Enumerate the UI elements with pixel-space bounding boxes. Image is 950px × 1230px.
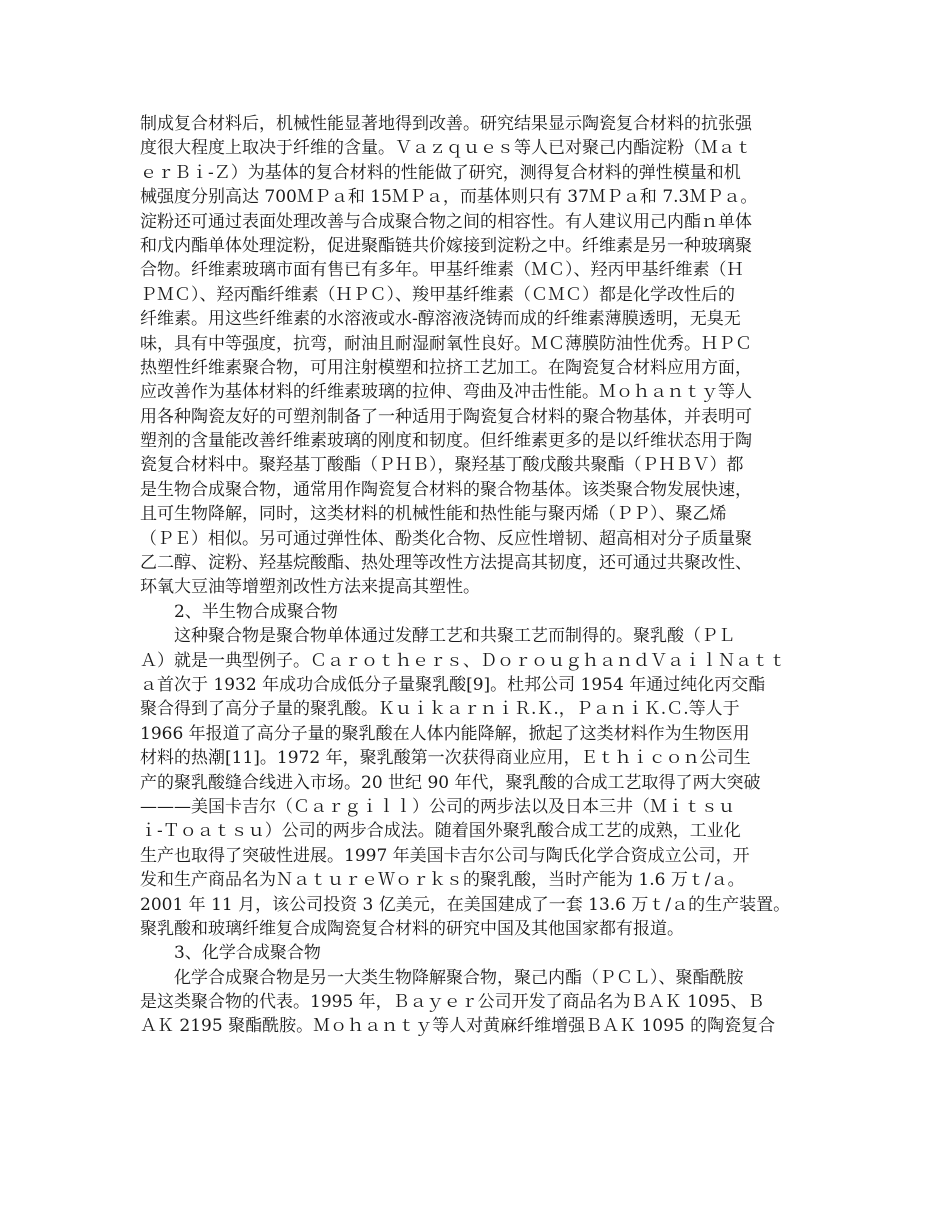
text-line: Ａ）就是一典型例子。Ｃａｒｏｔｈｅｒｓ、ＤｏｒｏｕｇｈａｎｄＶａｉｌＮａｔｔ: [140, 650, 786, 671]
text-line: （ＰＥ）相似。另可通过弹性体、酚类化合物、反应性增韧、超高相对分子质量聚: [140, 528, 752, 549]
text-line: 乙二醇、淀粉、羟基烷酸酯、热处理等改性方法提高其韧度，还可通过共聚改性、: [140, 553, 752, 574]
text-line: 1966 年报道了高分子量的聚乳酸在人体内能降解，掀起了这类材料作为生物医用: [140, 723, 750, 744]
text-line: 热塑性纤维素聚合物，可用注射模塑和拉挤工艺加工。在陶瓷复合材料应用方面，: [140, 357, 752, 378]
text-line: ＰＭＣ）、羟丙酯纤维素（ＨＰＣ）、羧甲基纤维素（ＣＭＣ）都是化学改性后的: [140, 284, 735, 305]
text-line: 械强度分别高达 700ＭＰａ和 15ＭＰａ，而基体则只有 37ＭＰａ和 7.3ＭＰａ。: [140, 187, 758, 208]
text-line: 用各种陶瓷友好的可塑剂制备了一种适用于陶瓷复合材料的聚合物基体，并表明可: [140, 406, 752, 427]
text-line: 且可生物降解，同时，这类材料的机械性能和热性能与聚丙烯（ＰＰ）、聚乙烯: [140, 504, 727, 525]
text-line: 3、化学合成聚合物: [174, 943, 321, 964]
text-line: 是生物合成聚合物，通常用作陶瓷复合材料的聚合物基体。该类聚合物发展快速，: [140, 479, 752, 500]
text-line: ｅｒＢｉ-Ｚ）为基体的复合材料的性能做了研究，测得复合材料的弹性模量和机: [140, 162, 741, 183]
text-line: 材料的热潮[11]。1972 年，聚乳酸第一次获得商业应用，Ｅｔｈｉｃｏｎ公司生: [140, 748, 751, 769]
text-line: 发和生产商品名为ＮａｔｕｒｅＷｏｒｋｓ的聚乳酸，当时产能为 1.6 万ｔ/ａ。: [140, 870, 745, 891]
text-line: 聚合得到了高分子量的聚乳酸。ＫｕｉｋａｒｎｉＲ.Ｋ.，ＰａｎｉＫ.Ｃ.等人于: [140, 699, 740, 720]
text-line: 塑剂的含量能改善纤维素玻璃的刚度和韧度。但纤维素更多的是以纤维状态用于陶: [140, 431, 752, 452]
text-line: 产的聚乳酸缝合线进入市场。20 世纪 90 年代，聚乳酸的合成工艺取得了两大突破: [140, 772, 761, 793]
document-body: [140, 112, 816, 1039]
text-line: ———美国卡吉尔（Ｃａｒｇｉｌｌ）公司的两步法以及日本三井（Ｍｉｔｓｕ: [140, 796, 735, 817]
text-line: 味，具有中等强度，抗弯，耐油且耐湿耐氧性良好。ＭＣ薄膜防油性优秀。ＨＰＣ: [140, 333, 752, 354]
text-line: 纤维素。用这些纤维素的水溶液或水-醇溶液浇铸而成的纤维素薄膜透明，无臭无: [140, 309, 741, 330]
text-line: ａ首次于 1932 年成功合成低分子量聚乳酸[9]。杜邦公司 1954 年通过纯化丙交酯: [140, 674, 766, 695]
text-line: 瓷复合材料中。聚羟基丁酸酯（ＰＨＢ），聚羟基丁酸戊酸共聚酯（ＰＨＢＶ）都: [140, 455, 744, 476]
text-line: 2、半生物合成聚合物: [174, 601, 338, 622]
text-line: 应改善作为基体材料的纤维素玻璃的拉伸、弯曲及冲击性能。Ｍｏｈａｎｔｙ等人: [140, 382, 752, 403]
text-line: 合物。纤维素玻璃市面有售已有多年。甲基纤维素（ＭＣ）、羟丙甲基纤维素（Ｈ: [140, 260, 744, 281]
text-line: 聚乳酸和玻璃纤维复合成陶瓷复合材料的研究中国及其他国家都有报道。: [140, 918, 684, 939]
text-line: ｉ-Ｔｏａｔｓｕ）公司的两步合成法。随着国外聚乳酸合成工艺的成熟，工业化: [140, 821, 741, 842]
text-line: ＡＫ 2195 聚酯酰胺。Ｍｏｈａｎｔｙ等人对黄麻纤维增强ＢＡＫ 1095 的陶瓷复合: [140, 1016, 776, 1037]
text-line: 淀粉还可通过表面处理改善与合成聚合物之间的相容性。有人建议用己内酯ｎ单体: [140, 211, 752, 232]
text-line: 化学合成聚合物是另一大类生物降解聚合物，聚己内酯（ＰＣＬ）、聚酯酰胺: [174, 967, 744, 988]
text-line: 和戊内酯单体处理淀粉，促进聚酯链共价嫁接到淀粉之中。纤维素是另一种玻璃聚: [140, 235, 752, 256]
text-line: 这种聚合物是聚合物单体通过发酵工艺和共聚工艺而制得的。聚乳酸（ＰＬ: [174, 626, 735, 647]
text-line: 度很大程度上取决于纤维的含量。Ｖａｚｑｕｅｓ等人已对聚己内酯淀粉（Ｍａｔ: [140, 138, 752, 159]
text-line: 生产也取得了突破性进展。1997 年美国卡吉尔公司与陶氏化学合资成立公司，开: [140, 845, 750, 866]
text-line: 是这类聚合物的代表。1995 年，Ｂａｙｅｒ公司开发了商品名为ＢＡＫ 1095、Ｂ: [140, 992, 765, 1013]
text-line: 制成复合材料后，机械性能显著地得到改善。研究结果显示陶瓷复合材料的抗张强: [140, 114, 752, 134]
text-line: 环氧大豆油等增塑剂改性方法来提高其塑性。: [140, 577, 480, 598]
text-line: 2001 年 11 月，该公司投资 3 亿美元，在美国建成了一套 13.6 万ｔ/ａ的生产装置。: [140, 894, 791, 915]
